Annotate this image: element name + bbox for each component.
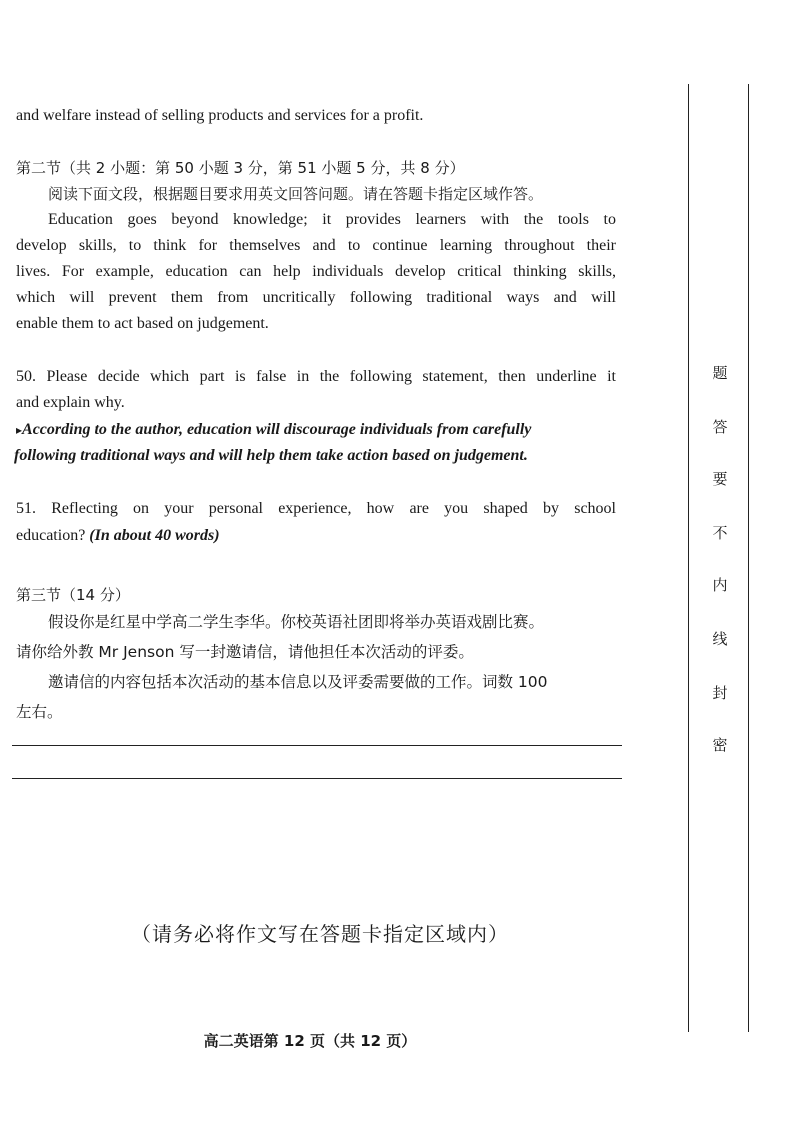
statement-marker: ▸ xyxy=(16,423,23,437)
page-footer: 高二英语第 12 页（共 12 页） xyxy=(203,1032,417,1050)
task-line: 左右。 xyxy=(16,703,63,721)
statement-line: According to the author, education will discourage individuals from carefully xyxy=(22,421,532,438)
question-50-text: and explain why. xyxy=(16,394,125,411)
passage-line: enable them to act based on judgement. xyxy=(16,315,269,332)
margin-char: 密 xyxy=(712,736,728,754)
writing-line xyxy=(12,745,622,746)
margin-char: 要 xyxy=(712,470,728,488)
binding-line xyxy=(688,84,689,1032)
question-50-statement xyxy=(16,420,531,440)
writing-line xyxy=(12,778,622,779)
passage-line: lives. For example, education can help individuals develop critical thinking skills, xyxy=(16,263,616,280)
task-line: 请你给外教 Mr Jenson 写一封邀请信，请他担任本次活动的评委。 xyxy=(16,643,474,661)
question-51-text: 51. Reflecting on your personal experience, how are you shaped by school xyxy=(16,500,616,517)
question-50-text: 50. Please decide which part is false in the following statement, then underline it xyxy=(16,368,616,385)
margin-char: 题 xyxy=(712,364,728,382)
statement-line: following traditional ways and will help them take action based on judgement. xyxy=(14,447,528,464)
task-line: 邀请信的内容包括本次活动的基本信息以及评委需要做的工作。词数 100 xyxy=(48,673,548,691)
section3-heading: 第三节（14 分） xyxy=(16,586,130,604)
passage-line: Education goes beyond knowledge; it provides learners with the tools to xyxy=(48,211,616,228)
section2-instruction: 阅读下面文段，根据题目要求用英文回答问题。请在答题卡指定区域作答。 xyxy=(48,185,544,203)
essay-instruction: （请务必将作文写在答题卡指定区域内） xyxy=(131,922,509,946)
section2-heading: 第二节（共 2 小题：第 50 小题 3 分，第 51 小题 5 分，共 8 分） xyxy=(16,159,465,177)
margin-char: 内 xyxy=(712,576,728,594)
task-line: 假设你是红星中学高二学生李华。你校英语社团即将举办英语戏剧比赛。 xyxy=(48,613,545,631)
margin-char: 答 xyxy=(712,418,728,436)
question-51-line: education? xyxy=(16,527,90,544)
passage-line: which will prevent them from uncritically following traditional ways and will xyxy=(16,289,616,306)
margin-char: 线 xyxy=(712,630,728,648)
continuation-text: and welfare instead of selling products and services for a profit. xyxy=(16,107,424,124)
margin-char: 不 xyxy=(712,524,728,542)
passage-line: develop skills, to think for themselves and to continue learning throughout their xyxy=(16,237,616,254)
word-count-note: (In about 40 words) xyxy=(89,527,220,544)
binding-line xyxy=(748,84,749,1032)
margin-char: 封 xyxy=(712,684,728,702)
question-51-text xyxy=(16,526,220,546)
